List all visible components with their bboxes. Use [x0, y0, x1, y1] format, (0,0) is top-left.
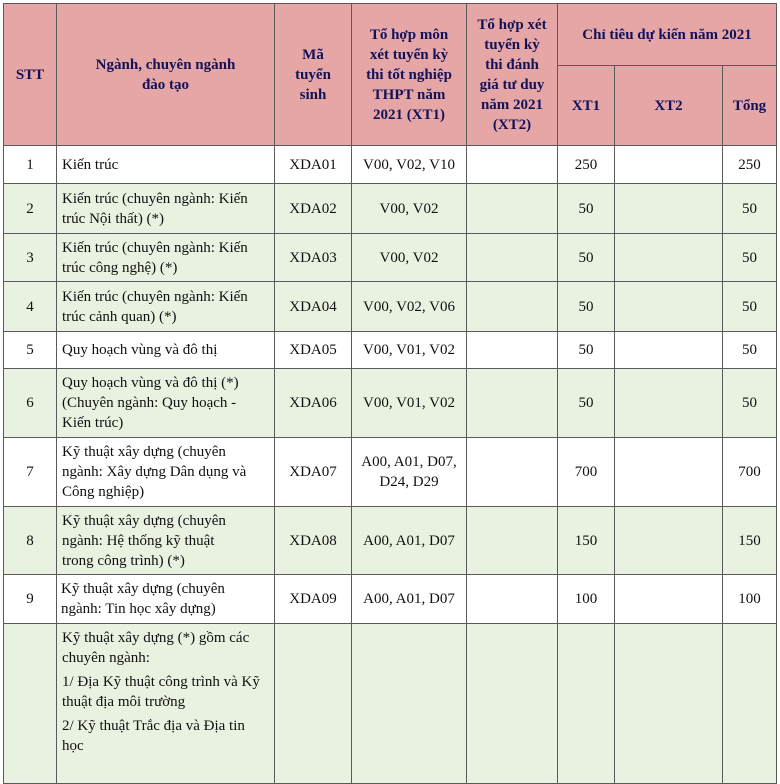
header-quota-xt2: XT2 — [615, 66, 723, 146]
row-major-name: Kiến trúc (chuyên ngành: Kiến trúc công nghệ) (*) — [57, 234, 275, 282]
row-quota-xt1: 50 — [558, 369, 615, 438]
row-xt1-combos: V00, V01, V02 — [352, 332, 467, 369]
row-xt2 — [467, 184, 558, 234]
row-code: XDA04 — [275, 282, 352, 332]
row-quota-xt1: 100 — [558, 575, 615, 624]
row-code: XDA05 — [275, 332, 352, 369]
table-row — [4, 507, 777, 575]
row-major-name: Kỹ thuật xây dựng (chuyên ngành: Hệ thống kỹ thuật trong công trình) (*) — [57, 507, 275, 575]
row-quota-xt2 — [615, 184, 723, 234]
row-quota-xt1: 700 — [558, 438, 615, 507]
row-stt: 6 — [4, 369, 57, 438]
note-empty-cell — [723, 624, 777, 784]
table-row — [4, 146, 777, 184]
table-row — [4, 438, 777, 507]
row-code: XDA06 — [275, 369, 352, 438]
row-quota-total: 250 — [723, 146, 777, 184]
row-quota-total: 150 — [723, 507, 777, 575]
row-xt2 — [467, 369, 558, 438]
header-admission-code: Mã tuyển sinh — [275, 4, 352, 146]
admissions-quota-table — [3, 3, 777, 784]
row-quota-xt1: 150 — [558, 507, 615, 575]
table-row — [4, 282, 777, 332]
row-stt: 5 — [4, 332, 57, 369]
row-quota-total: 700 — [723, 438, 777, 507]
row-major-name: Kỹ thuật xây dựng (chuyên ngành: Tin học xây dựng) — [57, 575, 275, 624]
row-quota-total: 50 — [723, 234, 777, 282]
row-xt1-combos: A00, A01, D07, D24, D29 — [352, 438, 467, 507]
row-xt2 — [467, 575, 558, 624]
note-empty-cell — [275, 624, 352, 784]
row-code: XDA07 — [275, 438, 352, 507]
row-code: XDA03 — [275, 234, 352, 282]
row-quota-xt1: 50 — [558, 282, 615, 332]
row-stt: 7 — [4, 438, 57, 507]
row-stt: 3 — [4, 234, 57, 282]
row-quota-xt2 — [615, 332, 723, 369]
row-quota-total: 50 — [723, 332, 777, 369]
note-specializations: Kỹ thuật xây dựng (*) gồm các chuyên ngành: 1/ Địa Kỹ thuật công trình và Kỹ thuật địa môi trường 2/ Kỹ thuật Trắc địa và Địa tin học — [57, 624, 275, 784]
row-xt1-combos: V00, V02, V06 — [352, 282, 467, 332]
row-quota-xt2 — [615, 575, 723, 624]
row-stt: 1 — [4, 146, 57, 184]
table-row — [4, 184, 777, 234]
header-stt: STT — [4, 4, 57, 146]
note-empty-cell — [615, 624, 723, 784]
row-major-name: Quy hoạch vùng và đô thị (*) (Chuyên ngành: Quy hoạch - Kiến trúc) — [57, 369, 275, 438]
row-xt2 — [467, 146, 558, 184]
row-major-name: Kiến trúc (chuyên ngành: Kiến trúc cảnh quan) (*) — [57, 282, 275, 332]
header-xt1-combinations: Tổ hợp môn xét tuyển kỳ thi tốt nghiệp THPT năm 2021 (XT1) — [352, 4, 467, 146]
header-quota-xt1: XT1 — [558, 66, 615, 146]
header-quota-2021: Chỉ tiêu dự kiến năm 2021 — [558, 4, 777, 66]
row-quota-xt2 — [615, 146, 723, 184]
note-empty-cell — [467, 624, 558, 784]
table-row — [4, 369, 777, 438]
row-quota-total: 50 — [723, 184, 777, 234]
row-xt1-combos: A00, A01, D07 — [352, 507, 467, 575]
row-xt1-combos: V00, V01, V02 — [352, 369, 467, 438]
row-quota-xt1: 50 — [558, 332, 615, 369]
row-major-name: Kiến trúc — [57, 146, 275, 184]
row-quota-xt1: 50 — [558, 234, 615, 282]
row-xt2 — [467, 438, 558, 507]
row-xt2 — [467, 507, 558, 575]
row-quota-xt2 — [615, 234, 723, 282]
row-quota-xt2 — [615, 507, 723, 575]
table-row — [4, 234, 777, 282]
row-major-name: Kỹ thuật xây dựng (chuyên ngành: Xây dựng Dân dụng và Công nghiệp) — [57, 438, 275, 507]
row-major-name: Kiến trúc (chuyên ngành: Kiến trúc Nội thất) (*) — [57, 184, 275, 234]
row-code: XDA09 — [275, 575, 352, 624]
row-code: XDA01 — [275, 146, 352, 184]
row-stt: 8 — [4, 507, 57, 575]
row-xt2 — [467, 282, 558, 332]
row-stt: 4 — [4, 282, 57, 332]
row-quota-xt1: 50 — [558, 184, 615, 234]
row-xt2 — [467, 332, 558, 369]
row-xt1-combos: A00, A01, D07 — [352, 575, 467, 624]
row-quota-xt2 — [615, 282, 723, 332]
row-stt: 9 — [4, 575, 57, 624]
header-xt2-combinations: Tổ hợp xét tuyển kỳ thi đánh giá tư duy năm 2021 (XT2) — [467, 4, 558, 146]
note-row — [4, 624, 777, 784]
row-major-name: Quy hoạch vùng và đô thị — [57, 332, 275, 369]
note-stt-empty — [4, 624, 57, 784]
row-xt2 — [467, 234, 558, 282]
row-xt1-combos: V00, V02 — [352, 234, 467, 282]
header-quota-total: Tổng — [723, 66, 777, 146]
row-quota-xt2 — [615, 438, 723, 507]
row-stt: 2 — [4, 184, 57, 234]
header-major: Ngành, chuyên ngành đào tạo — [57, 4, 275, 146]
row-code: XDA08 — [275, 507, 352, 575]
row-code: XDA02 — [275, 184, 352, 234]
row-quota-total: 100 — [723, 575, 777, 624]
table-row — [4, 332, 777, 369]
row-quota-total: 50 — [723, 282, 777, 332]
note-empty-cell — [558, 624, 615, 784]
note-empty-cell — [352, 624, 467, 784]
row-xt1-combos: V00, V02 — [352, 184, 467, 234]
row-quota-xt1: 250 — [558, 146, 615, 184]
table-row — [4, 575, 777, 624]
row-quota-total: 50 — [723, 369, 777, 438]
row-xt1-combos: V00, V02, V10 — [352, 146, 467, 184]
row-quota-xt2 — [615, 369, 723, 438]
